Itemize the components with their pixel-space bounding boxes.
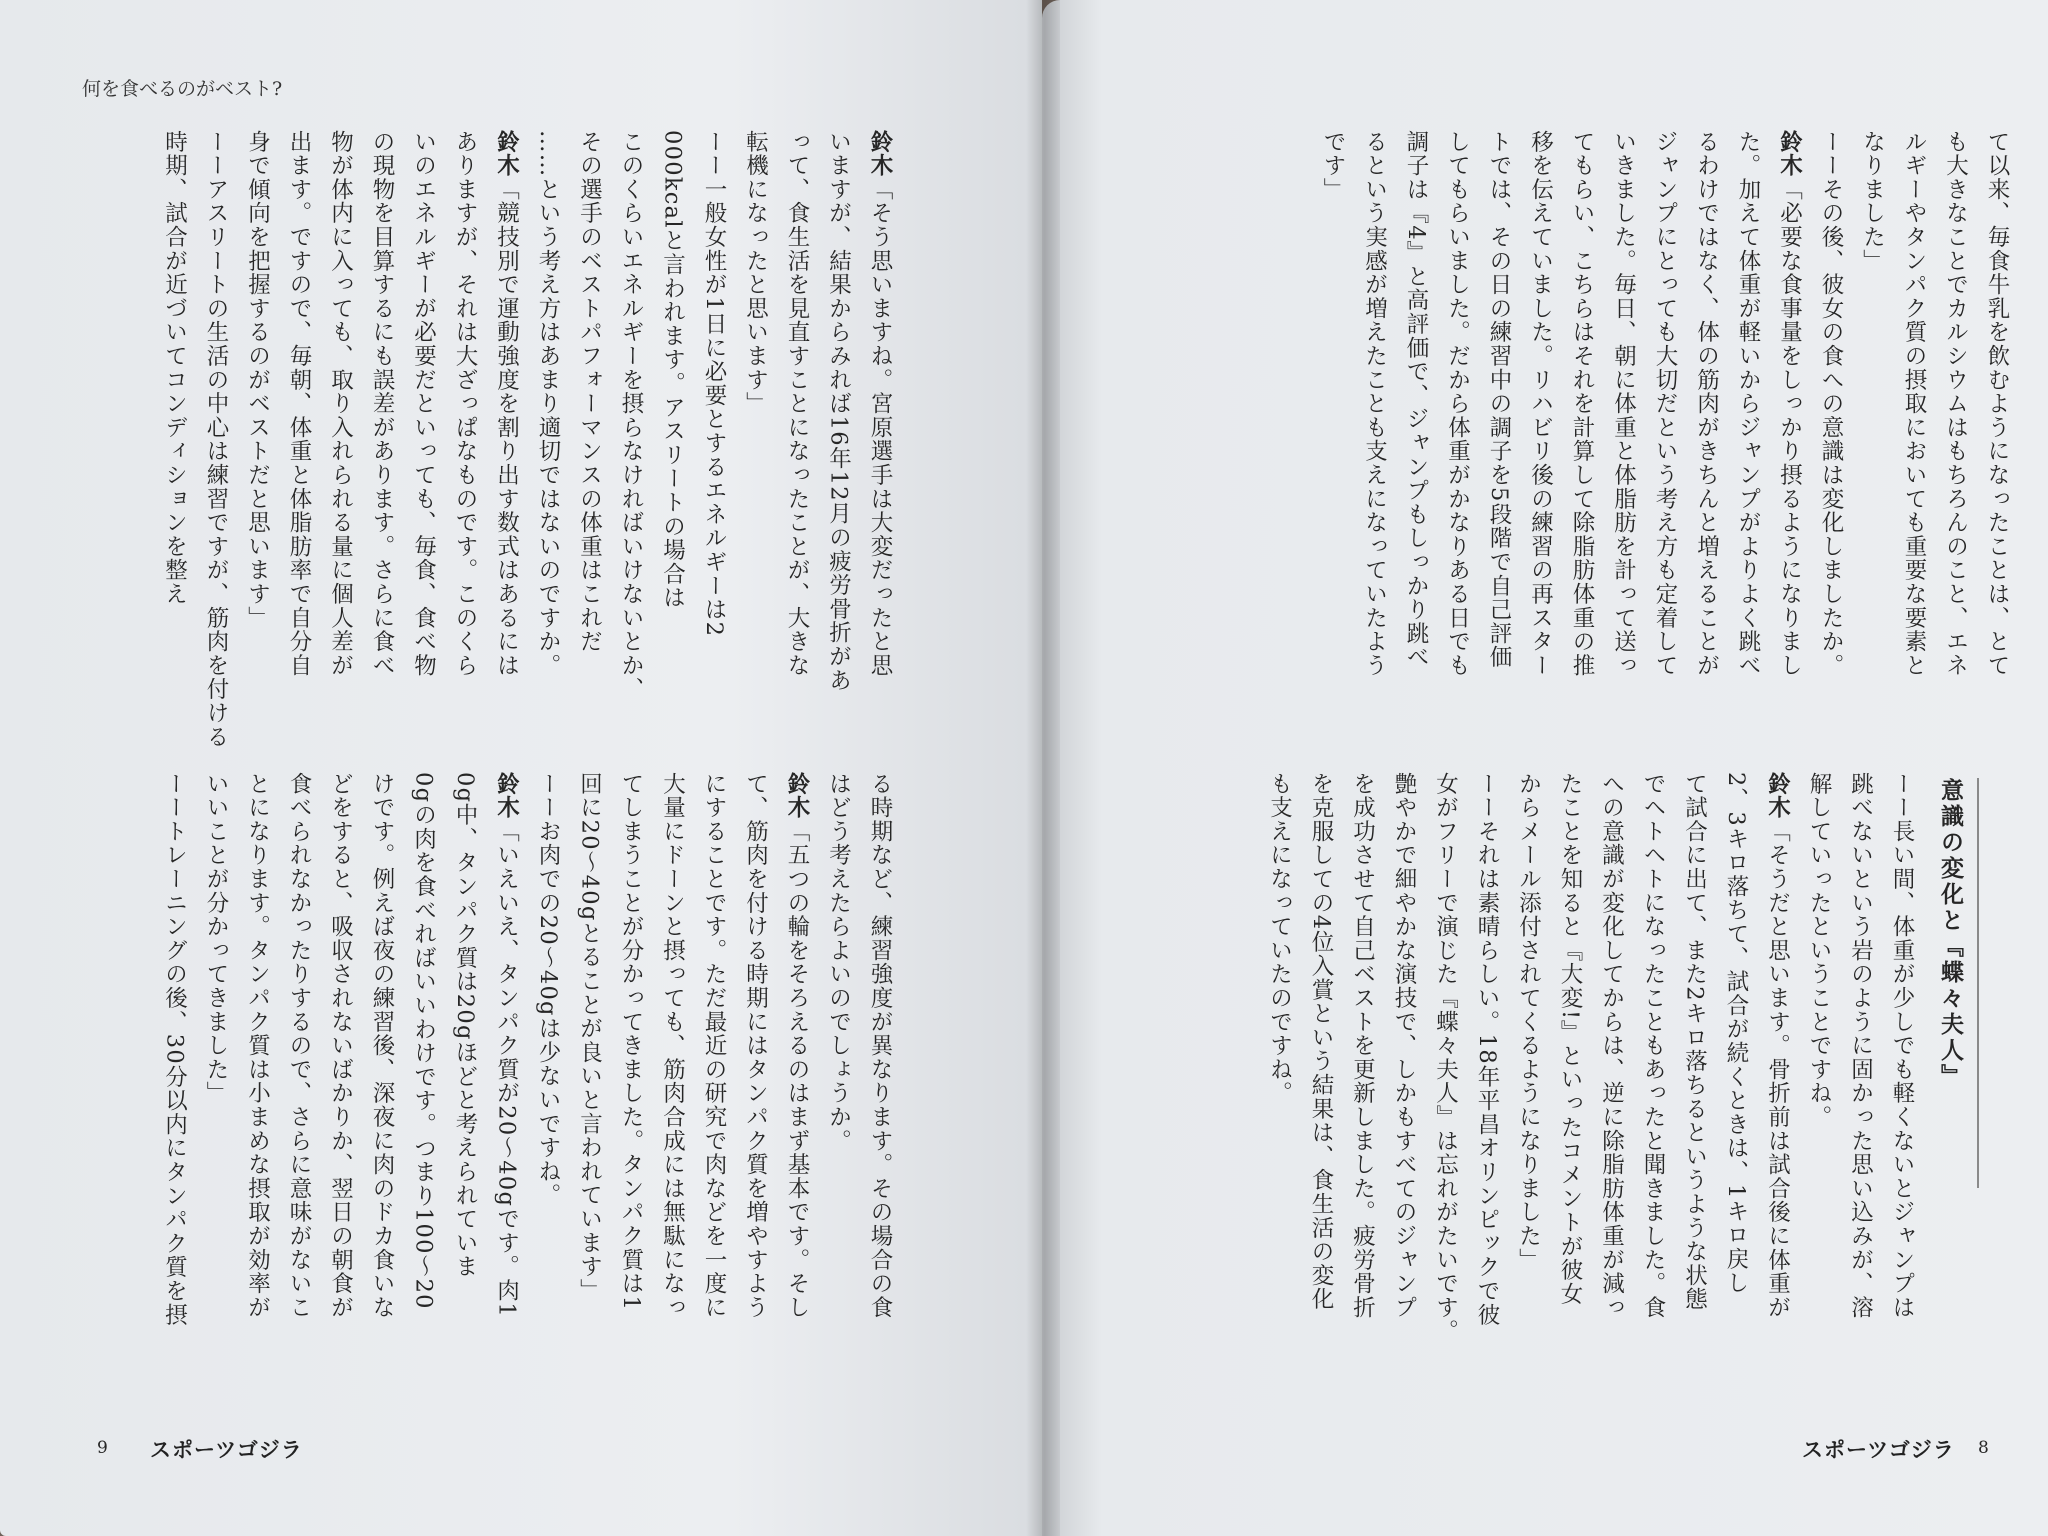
line-text: 「五つの輪をそろえるのはまず基本です。そし (784, 819, 810, 1320)
text-line (1466, 772, 1508, 1372)
line-text: 回に20～40gとることが良いと言われています」 (576, 772, 603, 1303)
text-line (651, 772, 693, 1372)
text-line (1478, 130, 1520, 750)
page-number: 9 (97, 1438, 108, 1458)
line-text: 移を伝えていました。リハビリ後の練習の再スター (1527, 130, 1554, 678)
text-line (1424, 772, 1466, 1372)
line-text: いのエネルギーが必要だといっても、毎食、食べ物 (410, 130, 437, 678)
text-line (361, 772, 403, 1372)
text-line (1673, 772, 1715, 1372)
line-text: ーーアスリートの生活の中心は練習ですが、筋肉を付ける時期、試合が近づいてコンディションを整え (161, 130, 229, 749)
line-text: 000kcalと言われます。アスリートの場合は (659, 130, 686, 610)
text-line (153, 130, 236, 750)
text-line (776, 772, 818, 1372)
text-line (1810, 130, 1852, 750)
line-text: いますが、結果からみれば16年12月の疲労骨折があ (825, 130, 852, 693)
text-line (693, 772, 735, 1372)
text-line (1383, 772, 1425, 1372)
line-text: てもらい、こちらはそれを計算して除脂肪体重の推 (1569, 130, 1595, 678)
line-text: 「必要な食事量をしっかり摂るようになりまし (1776, 177, 1803, 678)
text-line (859, 772, 901, 1372)
text-line (527, 772, 569, 1372)
line-text: いいことが分かってきました」 (203, 772, 229, 1106)
line-text: ジャンプにとっても大切だという考え方も定着して (1652, 130, 1678, 678)
line-text: してもらいました。だから体重がかなりある日でも (1444, 130, 1471, 678)
line-text: その選手のベストパフォーマンスの体重はこれだ (576, 130, 603, 654)
line-text: ありますが、それは大ざっぱなものです。このくら (452, 130, 478, 678)
text-line (568, 772, 610, 1372)
magazine-title: スポーツゴジラ (1802, 1438, 1955, 1462)
line-text: はどう考えたらよいのでしょうか。 (825, 772, 852, 1153)
text-line (444, 772, 486, 1372)
text-line (1976, 130, 2018, 750)
line-text: も大きなことでカルシウムはもちろんのこと、エネ (1942, 130, 1969, 678)
left-bottom-text-block (70, 772, 900, 1372)
text-line (1258, 772, 1300, 1372)
line-text: ーーお肉での20～40gは少ないですね。 (535, 772, 561, 1208)
line-text: を克服しての4位入賞という結果は、食生活の変化 (1308, 772, 1334, 1312)
text-line (195, 772, 237, 1372)
line-text: ーートレーニングの後、30分以内にタンパク質を摂 (161, 772, 188, 1327)
text-line (1341, 772, 1383, 1372)
text-line (402, 130, 444, 750)
text-line (319, 772, 361, 1372)
line-text: たことを知ると『大変!』といったコメントが彼女 (1557, 772, 1583, 1306)
line-text: 2、3キロ落ちて、試合が続くときは、1キロ戻し (1723, 772, 1749, 1295)
text-line (1768, 130, 1810, 750)
line-text: からメール添付されてくるようになりました」 (1515, 772, 1542, 1272)
text-line (1851, 130, 1893, 750)
right-bottom-text-block (1182, 772, 1922, 1372)
speaker-name: 鈴木 (1764, 772, 1791, 820)
text-line (1519, 130, 1561, 750)
line-text: ……という考え方はあまり適切ではないのですか。 (535, 130, 561, 678)
text-line (1881, 772, 1923, 1372)
running-head: 何を食べるのがベスト? (82, 78, 283, 100)
text-line (817, 772, 859, 1372)
text-line (1727, 130, 1769, 750)
line-text: て試合に出て、また2キロ落ちるというような状態 (1681, 772, 1708, 1312)
line-text: 出ます。ですので、毎朝、体重と体脂肪率で自分自 (286, 130, 312, 678)
text-line (859, 130, 901, 750)
line-text: でヘトヘトになったこともあったと聞きました。食 (1640, 772, 1666, 1320)
line-text: 0gの肉を食べればいいわけです。つまり100～20 (410, 772, 437, 1310)
line-text: って、食生活を見直すことになったことが、大きな (784, 130, 810, 678)
text-line (153, 772, 195, 1372)
text-line (1839, 772, 1881, 1372)
text-line (817, 130, 859, 750)
text-line (485, 772, 527, 1372)
speaker-name: 鈴木 (493, 130, 520, 178)
text-line (236, 130, 278, 750)
line-text: るという実感が増えたことも支えになっていたよう (1361, 130, 1388, 678)
line-text: 身で傾向を把握するのがベストだと思います」 (244, 130, 271, 630)
line-text: ーーそれは素晴らしい。18年平昌オリンピックで彼 (1474, 772, 1500, 1327)
text-line (693, 130, 735, 750)
page-number: 8 (1978, 1438, 1989, 1458)
text-line (1590, 772, 1632, 1372)
text-line (402, 772, 444, 1372)
text-line (1685, 130, 1727, 750)
line-text: を成功させて自己ベストを更新しました。疲労骨折 (1349, 772, 1376, 1320)
line-text: いきました。毎日、朝に体重と体脂肪を計って送っ (1610, 130, 1637, 678)
line-text: なりました」 (1859, 130, 1886, 273)
line-text: どをすると、吸収されないばかりか、翌日の朝食が (327, 772, 354, 1320)
line-text: ーー長い間、体重が少しでも軽くないとジャンプは (1889, 772, 1915, 1320)
text-line (1300, 772, 1342, 1372)
line-text: 解していったということですね。 (1806, 772, 1832, 1129)
line-text: このくらいエネルギーを摂らなければいけないとか、 (618, 130, 644, 702)
text-line (485, 130, 527, 750)
line-text: て以来、毎食牛乳を飲むようになったことは、とて (1984, 130, 2010, 678)
text-line (1549, 772, 1591, 1372)
text-line (568, 130, 610, 750)
speaker-name: 鈴木 (867, 130, 893, 178)
line-text: ーーその後、彼女の食への意識は変化しましたか。 (1818, 130, 1844, 678)
line-text: 0g中、タンパク質は20gほどと考えられていま (452, 772, 478, 1279)
line-text: 跳べないという岩のように固かった思い込みが、溶 (1847, 772, 1874, 1320)
line-text: 転機になったと思います」 (742, 130, 769, 416)
text-line (610, 772, 652, 1372)
text-line (1436, 130, 1478, 750)
text-line (278, 130, 320, 750)
line-text: 調子は『4』と高評価で、ジャンプもしっかり跳べ (1403, 130, 1429, 670)
spine-shadow (1026, 0, 1060, 1536)
line-text: 艶やかで細やかな演技で、しかもすべてのジャンプ (1391, 772, 1417, 1320)
line-text: ルギーやタンパク質の摂取においても重要な要素と (1901, 130, 1927, 678)
text-line (651, 130, 693, 750)
text-line (1715, 772, 1757, 1372)
line-text: 物が体内に入っても、取り入れられる量に個人差が (327, 130, 354, 678)
text-line (1395, 130, 1437, 750)
text-line (361, 130, 403, 750)
text-line (1561, 130, 1603, 750)
heading-rule (1977, 778, 1979, 1188)
text-line (278, 772, 320, 1372)
speaker-name: 鈴木 (493, 772, 520, 820)
text-line (1602, 130, 1644, 750)
line-text: る時期など、練習強度が異なります。その場合の食 (867, 772, 893, 1320)
text-line (1798, 772, 1840, 1372)
text-line (1934, 130, 1976, 750)
line-text: にすることです。ただ最近の研究で肉などを一度に (701, 772, 727, 1320)
text-line (1756, 772, 1798, 1372)
line-text: るわけではなく、体の筋肉がきちんと増えることが (1693, 130, 1720, 678)
text-line (776, 130, 818, 750)
right-top-text-block (1182, 130, 2017, 750)
line-text: 大量にドーンと摂っても、筋肉合成には無駄になっ (659, 772, 686, 1320)
line-text: 「いえいえ、タンパク質が20～40gです。肉1 (493, 819, 520, 1318)
line-text: ーー一般女性が1日に必要とするエネルギーは2 (701, 130, 727, 638)
text-line (527, 130, 569, 750)
magazine-title: スポーツゴジラ (150, 1438, 303, 1462)
text-line (1893, 130, 1935, 750)
text-line (1312, 130, 1354, 750)
text-line (1353, 130, 1395, 750)
line-text: 「競技別で運動強度を割り出す数式はあるには (493, 177, 520, 678)
line-text: 食べられなかったりするので、さらに意味がないこ (286, 772, 312, 1320)
line-text: けです。例えば夜の練習後、深夜に肉のドカ食いな (369, 772, 395, 1320)
line-text: 「そう思いますね。宮原選手は大変だったと思 (867, 177, 893, 678)
line-text: とになります。タンパク質は小まめな摂取が効率が (244, 772, 271, 1320)
line-text: てしまうことが分かってきました。タンパク質は1 (618, 772, 644, 1312)
text-line (734, 130, 776, 750)
right-page (1042, 0, 2048, 1536)
text-line (610, 130, 652, 750)
line-text: 「そうだと思います。骨折前は試合後に体重が (1764, 819, 1791, 1320)
text-line (236, 772, 278, 1372)
text-line (444, 130, 486, 750)
speaker-name: 鈴木 (784, 772, 810, 820)
line-text: た。加えて体重が軽いからジャンプがよりよく跳べ (1735, 130, 1761, 678)
left-top-text-block (70, 130, 900, 750)
text-line (1632, 772, 1674, 1372)
line-text: も支えになっていたのですね。 (1266, 772, 1293, 1106)
section-heading: 意識の変化と『蝶々夫人』 (1937, 778, 1963, 1090)
line-text: です」 (1320, 130, 1346, 202)
text-line (734, 772, 776, 1372)
speaker-name: 鈴木 (1776, 130, 1803, 178)
line-text: 女がフリーで演じた『蝶々夫人』は忘れがたいです。 (1432, 772, 1459, 1344)
text-line (1644, 130, 1686, 750)
line-text: の現物を目算するにも誤差があります。さらに食べ (369, 130, 395, 678)
text-line (1507, 772, 1549, 1372)
line-text: て、筋肉を付ける時期にはタンパク質を増やすよう (742, 772, 769, 1320)
text-line (319, 130, 361, 750)
line-text: への意識が変化してからは、逆に除脂肪体重が減っ (1598, 772, 1625, 1320)
line-text: トでは、その日の練習中の調子を5段階で自己評価 (1486, 130, 1512, 670)
